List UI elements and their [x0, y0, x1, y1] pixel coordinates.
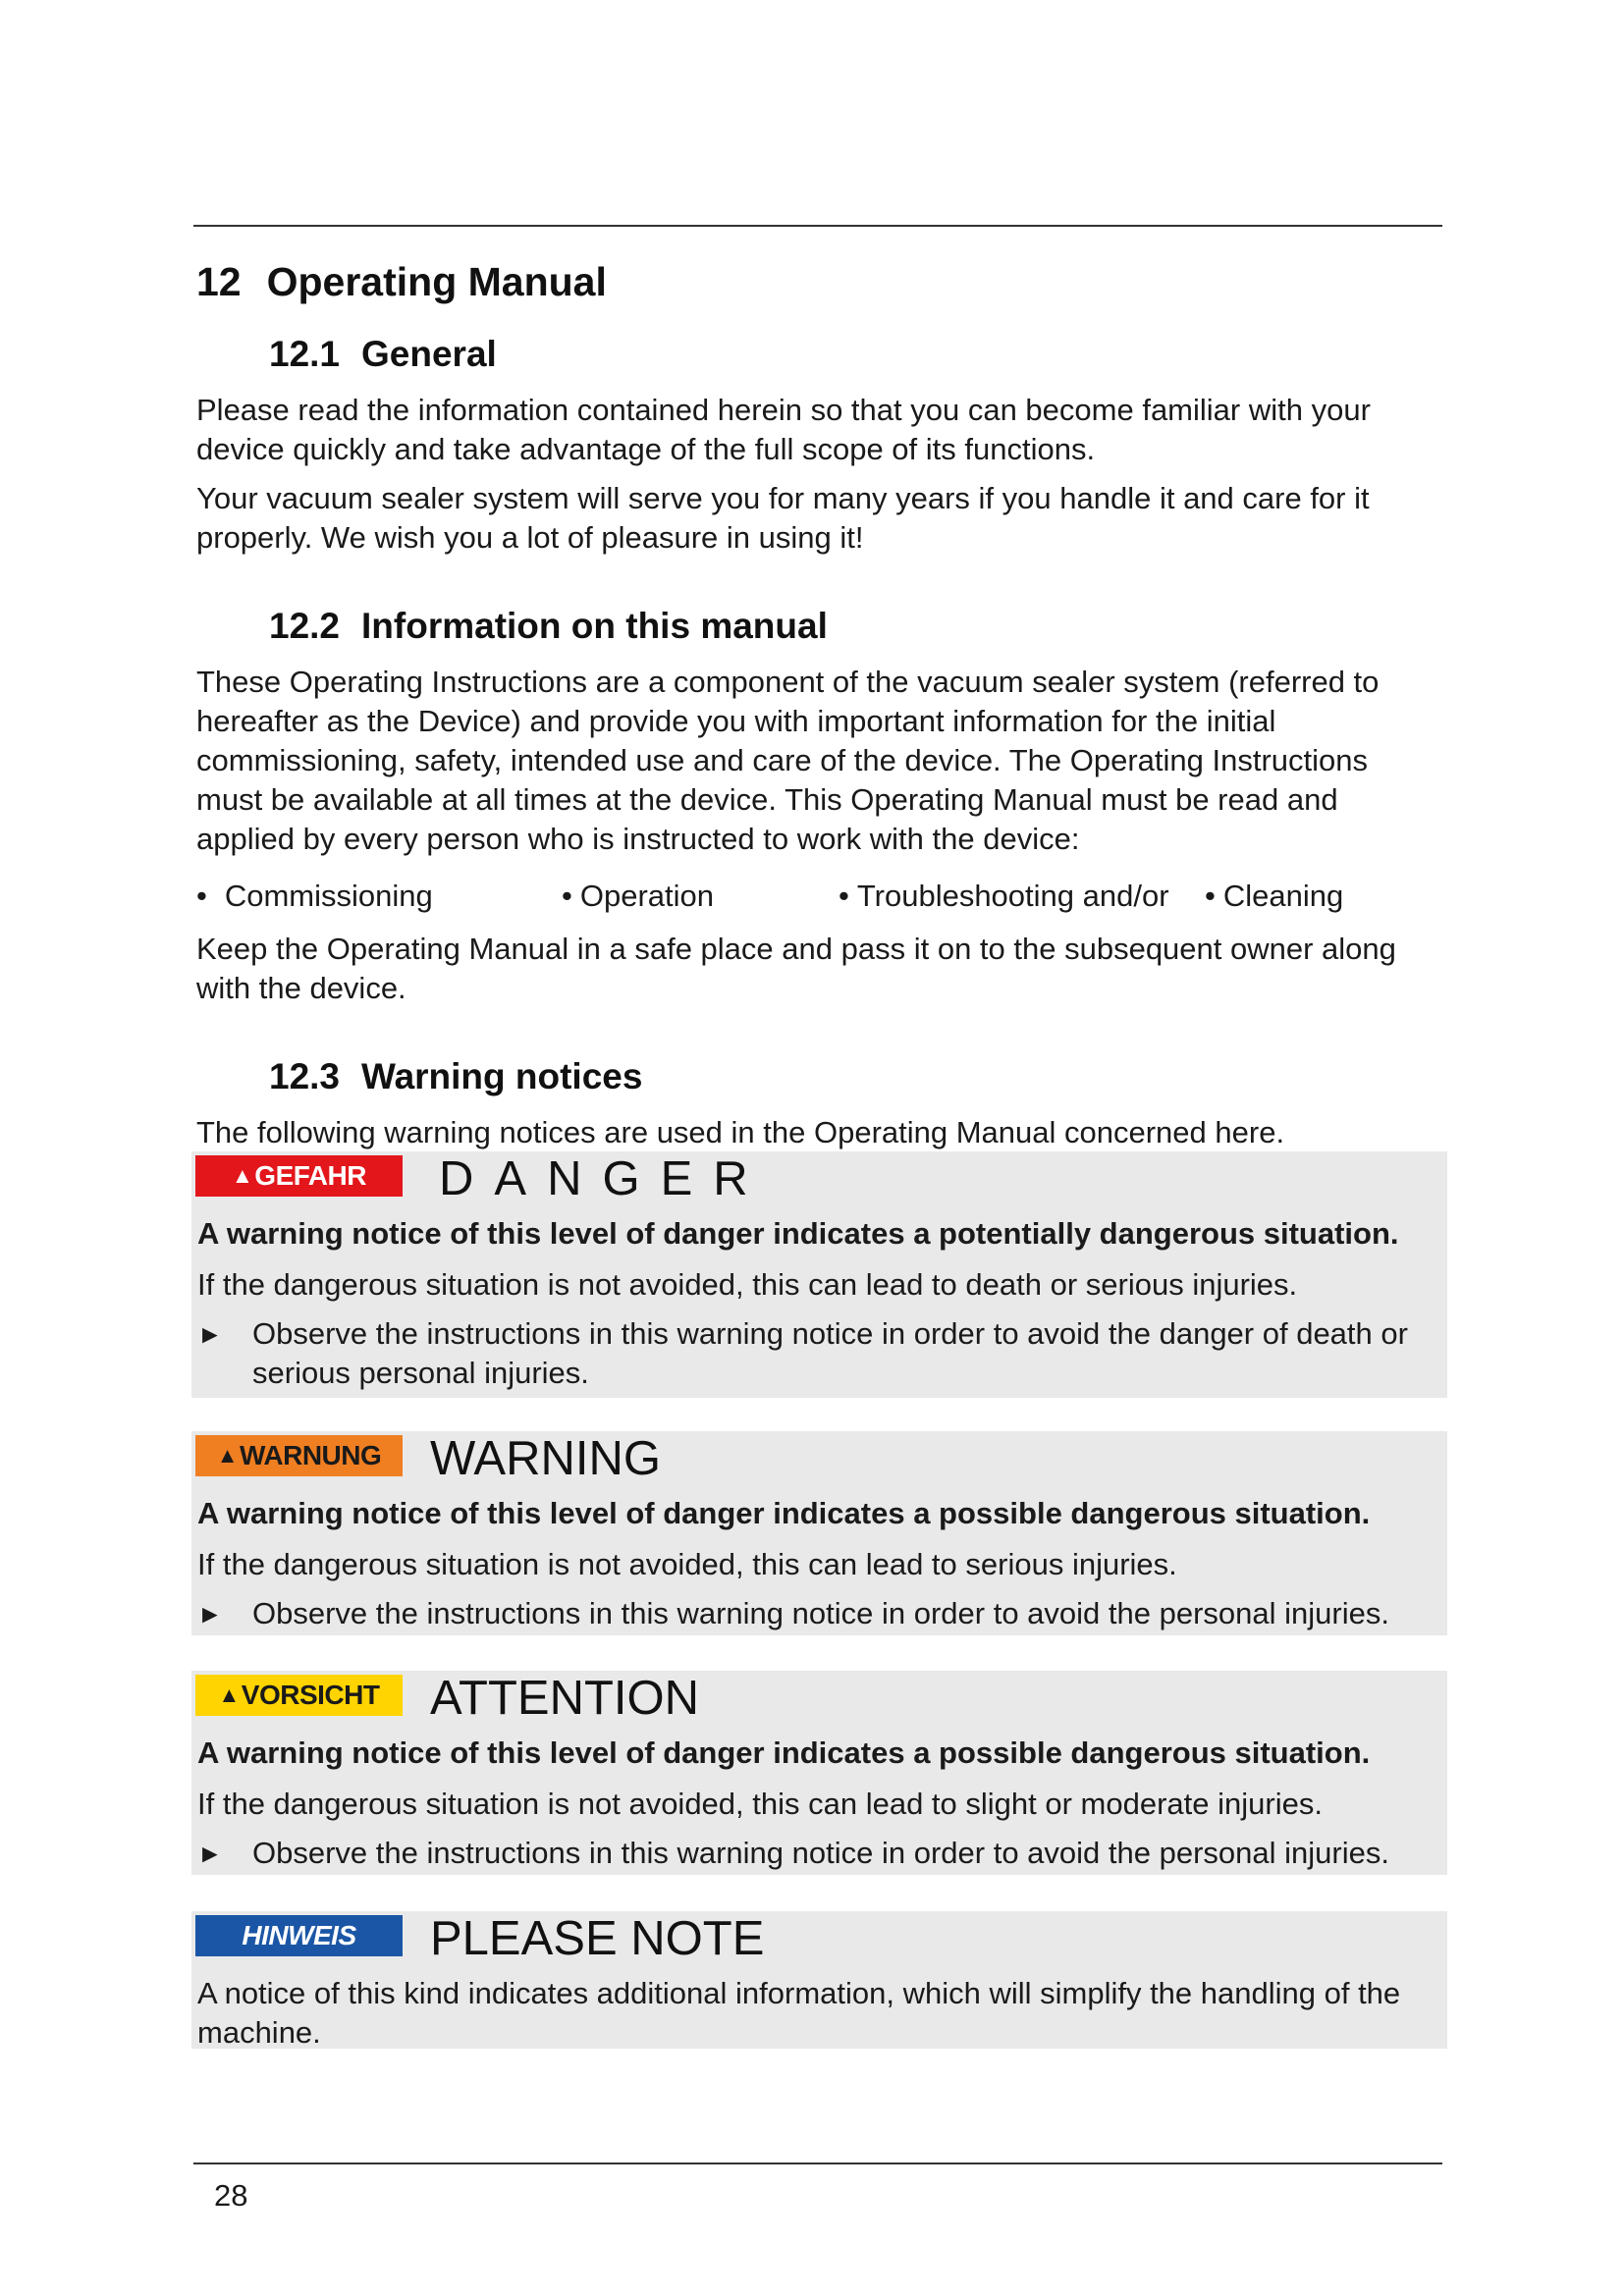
notice-lead: A warning notice of this level of danger indicates a possible dangerous situation.	[197, 1496, 1371, 1530]
header-rule	[193, 225, 1442, 227]
subsection-heading-general	[196, 332, 1441, 377]
subsection-number: 12.1	[269, 334, 341, 374]
paragraph: These Operating Instructions are a component of the vacuum sealer system (referred to hereafter as the Device) and provide you with important information for the initial commissioning, safety, intended use and care of the device. The Operating Instructions must be available at all times at the device. This Operating Manual must be read and applied by every person who is instructed to work with the device:	[196, 665, 1380, 856]
paragraph: Your vacuum sealer system will serve you for many years if you handle it and care for it properly. We wish you a lot of pleasure in using it!	[196, 481, 1370, 555]
notice-lead: A warning notice of this level of danger indicates a possible dangerous situation.	[197, 1735, 1371, 1770]
paragraph: Keep the Operating Manual in a safe place and pass it on to the subsequent owner along with the device.	[196, 932, 1396, 1005]
list-item: • Troubleshooting and/or	[839, 879, 1169, 913]
notice-text: A notice of this kind indicates additional information, which will simplify the handling of the machine.	[197, 1976, 1401, 2050]
subsection-title: Warning notices	[361, 1056, 643, 1096]
signal-word: ATTENTION	[430, 1672, 700, 1725]
notice-action: ► Observe the instructions in this warning notice in order to avoid the personal injuries.	[197, 1834, 1434, 1873]
warning-badge: ▲ WARNUNG	[195, 1435, 403, 1476]
notice-header	[191, 1911, 1447, 1974]
note-badge: HINWEIS	[195, 1915, 403, 1956]
caution-badge: ▲ VORSICHT	[195, 1675, 403, 1716]
paragraph: Please read the information contained herein so that you can become familiar with your device quickly and take advantage of the full scope of its functions.	[196, 393, 1371, 466]
danger-notice	[191, 1151, 1447, 1398]
notice-body	[191, 1734, 1447, 1873]
notice-header	[191, 1151, 1447, 1214]
paragraph: The following warning notices are used in the Operating Manual concerned here.	[196, 1115, 1285, 1149]
danger-badge: ▲ GEFAHR	[195, 1155, 403, 1197]
notice-body	[191, 1214, 1447, 1393]
warning-triangle-icon: ▲	[218, 1682, 240, 1707]
warning-triangle-icon: ▲	[232, 1163, 253, 1188]
subsection-heading-information	[196, 604, 1441, 649]
notice-action: ► Observe the instructions in this warning notice in order to avoid the personal injuries.	[197, 1594, 1434, 1633]
subsection-number: 12.3	[269, 1056, 341, 1096]
notice-consequence: If the dangerous situation is not avoided, this can lead to serious injuries.	[197, 1547, 1177, 1581]
notice-body	[191, 1494, 1447, 1633]
note-notice	[191, 1911, 1447, 2049]
warning-triangle-icon: ▲	[216, 1443, 238, 1468]
footer-rule	[193, 2163, 1442, 2164]
notice-header	[191, 1671, 1447, 1734]
signal-word: WARNING	[430, 1432, 661, 1485]
list-item: • Cleaning	[1205, 879, 1344, 913]
page-number: 28	[214, 2178, 248, 2213]
notice-header	[191, 1431, 1447, 1494]
section-heading	[196, 257, 1441, 306]
caution-notice	[191, 1671, 1447, 1875]
bullet-list	[196, 877, 1441, 916]
subsection-heading-warnings	[196, 1054, 1441, 1099]
signal-word: PLEASE NOTE	[430, 1912, 765, 1965]
arrow-right-icon: ►	[197, 1319, 223, 1349]
subsection-number: 12.2	[269, 606, 341, 646]
page-content	[196, 257, 1441, 1152]
arrow-right-icon: ►	[197, 1839, 223, 1868]
signal-word: DANGER	[439, 1152, 769, 1205]
notice-consequence: If the dangerous situation is not avoided, this can lead to death or serious injuries.	[197, 1267, 1298, 1302]
notice-body	[191, 1974, 1447, 2053]
subsection-title: General	[361, 334, 497, 374]
arrow-right-icon: ►	[197, 1599, 223, 1629]
warning-notice	[191, 1431, 1447, 1635]
subsection-title: Information on this manual	[361, 606, 828, 646]
list-item: • Commissioning	[196, 879, 433, 913]
notice-action: ► Observe the instructions in this warning notice in order to avoid the danger of death or serious personal injuries.	[197, 1314, 1434, 1393]
section-number: 12	[196, 259, 242, 304]
notice-lead: A warning notice of this level of danger indicates a potentially dangerous situation.	[197, 1216, 1399, 1251]
section-title: Operating Manual	[266, 259, 607, 304]
list-item: • Operation	[562, 879, 714, 913]
notice-consequence: If the dangerous situation is not avoided, this can lead to slight or moderate injuries.	[197, 1787, 1323, 1821]
